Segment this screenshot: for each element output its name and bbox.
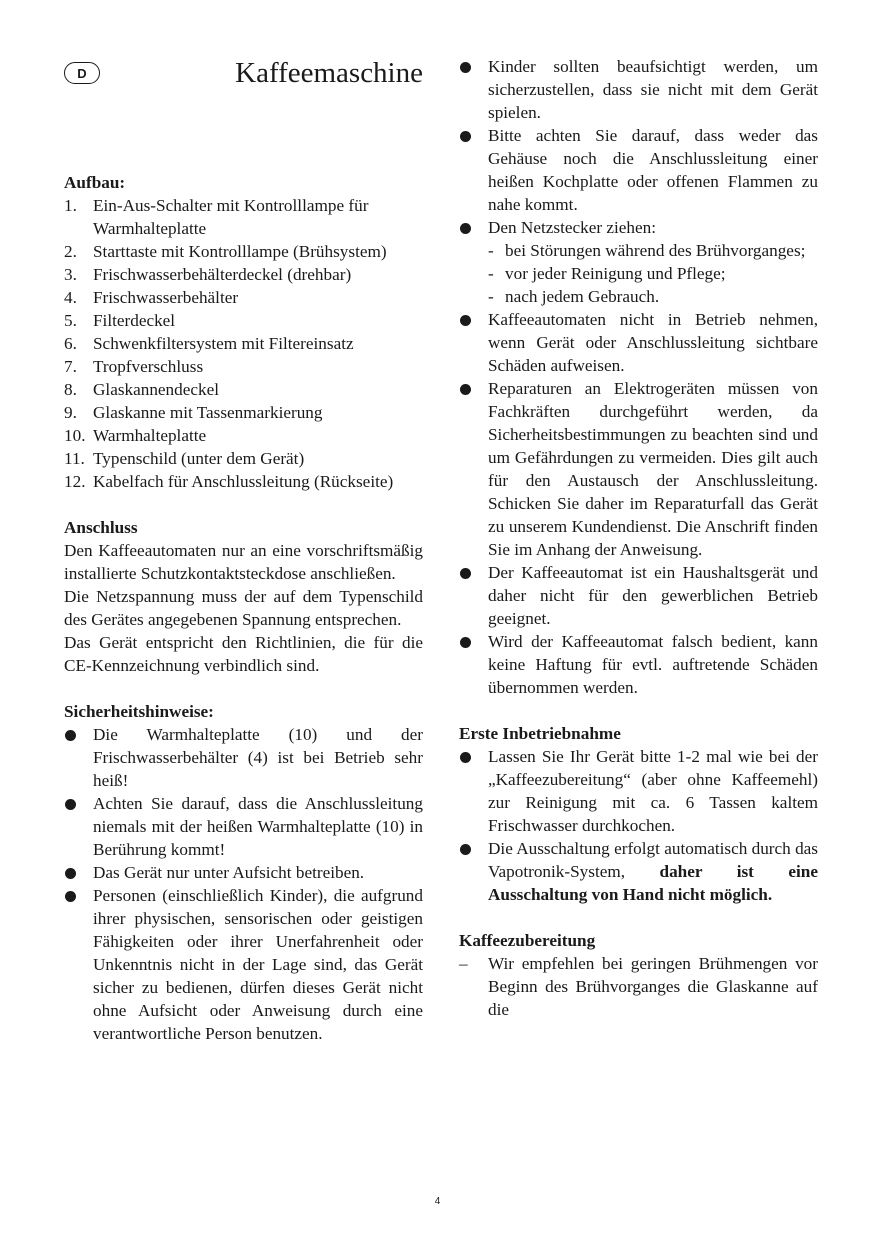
- paragraph: Das Gerät entspricht den Richtlinien, die für die CE-Kennzeichnung verbindlich sind.: [64, 633, 423, 675]
- paragraph: Den Kaffeeautomaten nur an eine vorschriftsmäßig installierte Schutzkontaktsteckdose anschließen.: [64, 541, 423, 583]
- language-badge: D: [64, 62, 100, 84]
- list-item: 12. Kabelfach für Anschlussleitung (Rückseite): [64, 472, 394, 491]
- bullet-icon: [459, 837, 488, 906]
- bullet-icon: [64, 884, 93, 1045]
- spacer: [459, 699, 818, 722]
- bullet-icon: [459, 55, 488, 124]
- bullet-icon: [459, 216, 488, 239]
- bullet-item: Achten Sie darauf, dass die Anschlussleitung niemals mit der heißen Warmhalteplatte (10) in Berührung kommt!: [64, 792, 423, 861]
- sub-item: - vor jeder Reinigung und Pflege;: [488, 264, 726, 283]
- bullet-text: Die Ausschaltung erfolgt automatisch durch das Vapotronik-System,: [488, 839, 818, 881]
- list-item: 3. Frischwasserbehälterdeckel (drehbar): [64, 265, 352, 284]
- bullet-icon: [459, 630, 488, 699]
- bullet-icon: [64, 792, 93, 861]
- right-column: [459, 55, 818, 1021]
- bullet-icon: [459, 377, 488, 561]
- bullet-item: Bitte achten Sie darauf, dass weder das Gehäuse noch die Anschlussleitung einer heißen Kochplatte oder offenen Flammen zu nahe kommt.: [459, 124, 818, 216]
- section-heading-zubereitung: Kaffeezubereitung: [459, 931, 596, 950]
- list-item: 11. Typenschild (unter dem Gerät): [64, 449, 305, 468]
- dash-mark: –: [459, 954, 468, 973]
- left-column: [64, 55, 423, 1045]
- list-item: 4. Frischwasserbehälter: [64, 288, 239, 307]
- list-item: 7. Tropfverschluss: [64, 357, 204, 376]
- spacer: [64, 677, 423, 700]
- list-item: 9. Glaskanne mit Tassenmarkierung: [64, 403, 323, 422]
- section-heading-inbetriebnahme: Erste Inbetriebnahme: [459, 724, 621, 743]
- bullet-icon: [64, 723, 93, 792]
- section-heading-sicherheit: Sicherheitshinweise:: [64, 702, 214, 721]
- bullet-item: Der Kaffeeautomat ist ein Haushaltsgerät und daher nicht für den gewerblichen Betrieb geeignet.: [459, 561, 818, 630]
- spacer: [459, 906, 818, 929]
- list-item: 10. Warmhalteplatte: [64, 426, 207, 445]
- page-number: 4: [434, 1196, 441, 1207]
- list-item: 6. Schwenkfiltersystem mit Filtereinsatz: [64, 334, 354, 353]
- bullet-item: Die Warmhalteplatte (10) und der Frischwasserbehälter (4) ist bei Betrieb sehr heiß!: [64, 723, 423, 792]
- bullet-item: Personen (einschließlich Kinder), die aufgrund ihrer physischen, sensorischen oder geistigen Fähigkeiten oder ihrer Unerfahrenheit oder Unkenntnis nicht in der Lage sind, das Gerät sicher zu bedienen, dürfen dieses Gerät nicht ohne Aufsicht oder Anweisung durch eine verantwortliche Person benutzen.: [64, 884, 423, 1045]
- page-title: Kaffeemaschine: [235, 57, 423, 89]
- sub-item: - bei Störungen während des Brühvorganges;: [488, 241, 806, 260]
- aufbau-list: [64, 194, 423, 493]
- bullet-icon: [64, 861, 93, 884]
- list-item: 8. Glaskannendeckel: [64, 380, 219, 399]
- bullet-item: Reparaturen an Elektrogeräten müssen von Fachkräften durchgeführt werden, da Sicherheitsbestimmungen zu beachten sind und um Gefährdungen zu vermeiden. Dies gilt auch für den Austausch der Anschlussleitung. Schicken Sie daher im Reparaturfall das Gerät zu unserem Kundendienst. Die Anschrift finden Sie im Anhang der Anweisung.: [459, 377, 818, 561]
- bullet-icon: [459, 308, 488, 377]
- bullet-item: Lassen Sie Ihr Gerät bitte 1-2 mal wie bei der „Kaffeezubereitung“ (aber ohne Kaffeemehl) zur Reinigung mit ca. 6 Tassen kaltem Frischwasser durchkochen.: [459, 745, 818, 837]
- bullet-text-emphasis: daher ist eine Ausschaltung von Hand nicht möglich.: [488, 862, 818, 904]
- dash-item: – Wir empfehlen bei geringen Brühmengen vor Beginn des Brühvorganges die Glaskanne auf die: [459, 954, 818, 1019]
- spacer: [64, 493, 423, 516]
- section-heading-anschluss: Anschluss: [64, 518, 138, 537]
- list-item: 2. Starttaste mit Kontrolllampe (Brühsystem): [64, 242, 387, 261]
- sub-item: - nach jedem Gebrauch.: [488, 287, 660, 306]
- list-item: 1. Ein-Aus-Schalter mit Kontrolllampe für Warmhalteplatte: [64, 196, 369, 238]
- bullet-icon: [459, 124, 488, 216]
- bullet-item: Kinder sollten beaufsichtigt werden, um sicherzustellen, dass sie nicht mit dem Gerät spielen.: [459, 55, 818, 124]
- bullet-icon: [459, 561, 488, 630]
- bullet-item: Den Netzstecker ziehen:: [459, 216, 818, 239]
- bullet-icon: [459, 745, 488, 837]
- bullet-item: Kaffeeautomaten nicht in Betrieb nehmen, wenn Gerät oder Anschlussleitung sichtbare Schäden aufweisen.: [459, 308, 818, 377]
- spacer: [64, 135, 423, 171]
- bullet-item: Das Gerät nur unter Aufsicht betreiben.: [64, 861, 423, 884]
- bullet-item: [459, 837, 818, 906]
- paragraph: Die Netzspannung muss der auf dem Typenschild des Gerätes angegebenen Spannung entsprechen.: [64, 587, 423, 629]
- section-heading-aufbau: Aufbau:: [64, 173, 126, 192]
- title-row: [64, 55, 423, 135]
- list-item: 5. Filterdeckel: [64, 311, 176, 330]
- bullet-item: Wird der Kaffeeautomat falsch bedient, kann keine Haftung für evtl. auftretende Schäden übernommen werden.: [459, 630, 818, 699]
